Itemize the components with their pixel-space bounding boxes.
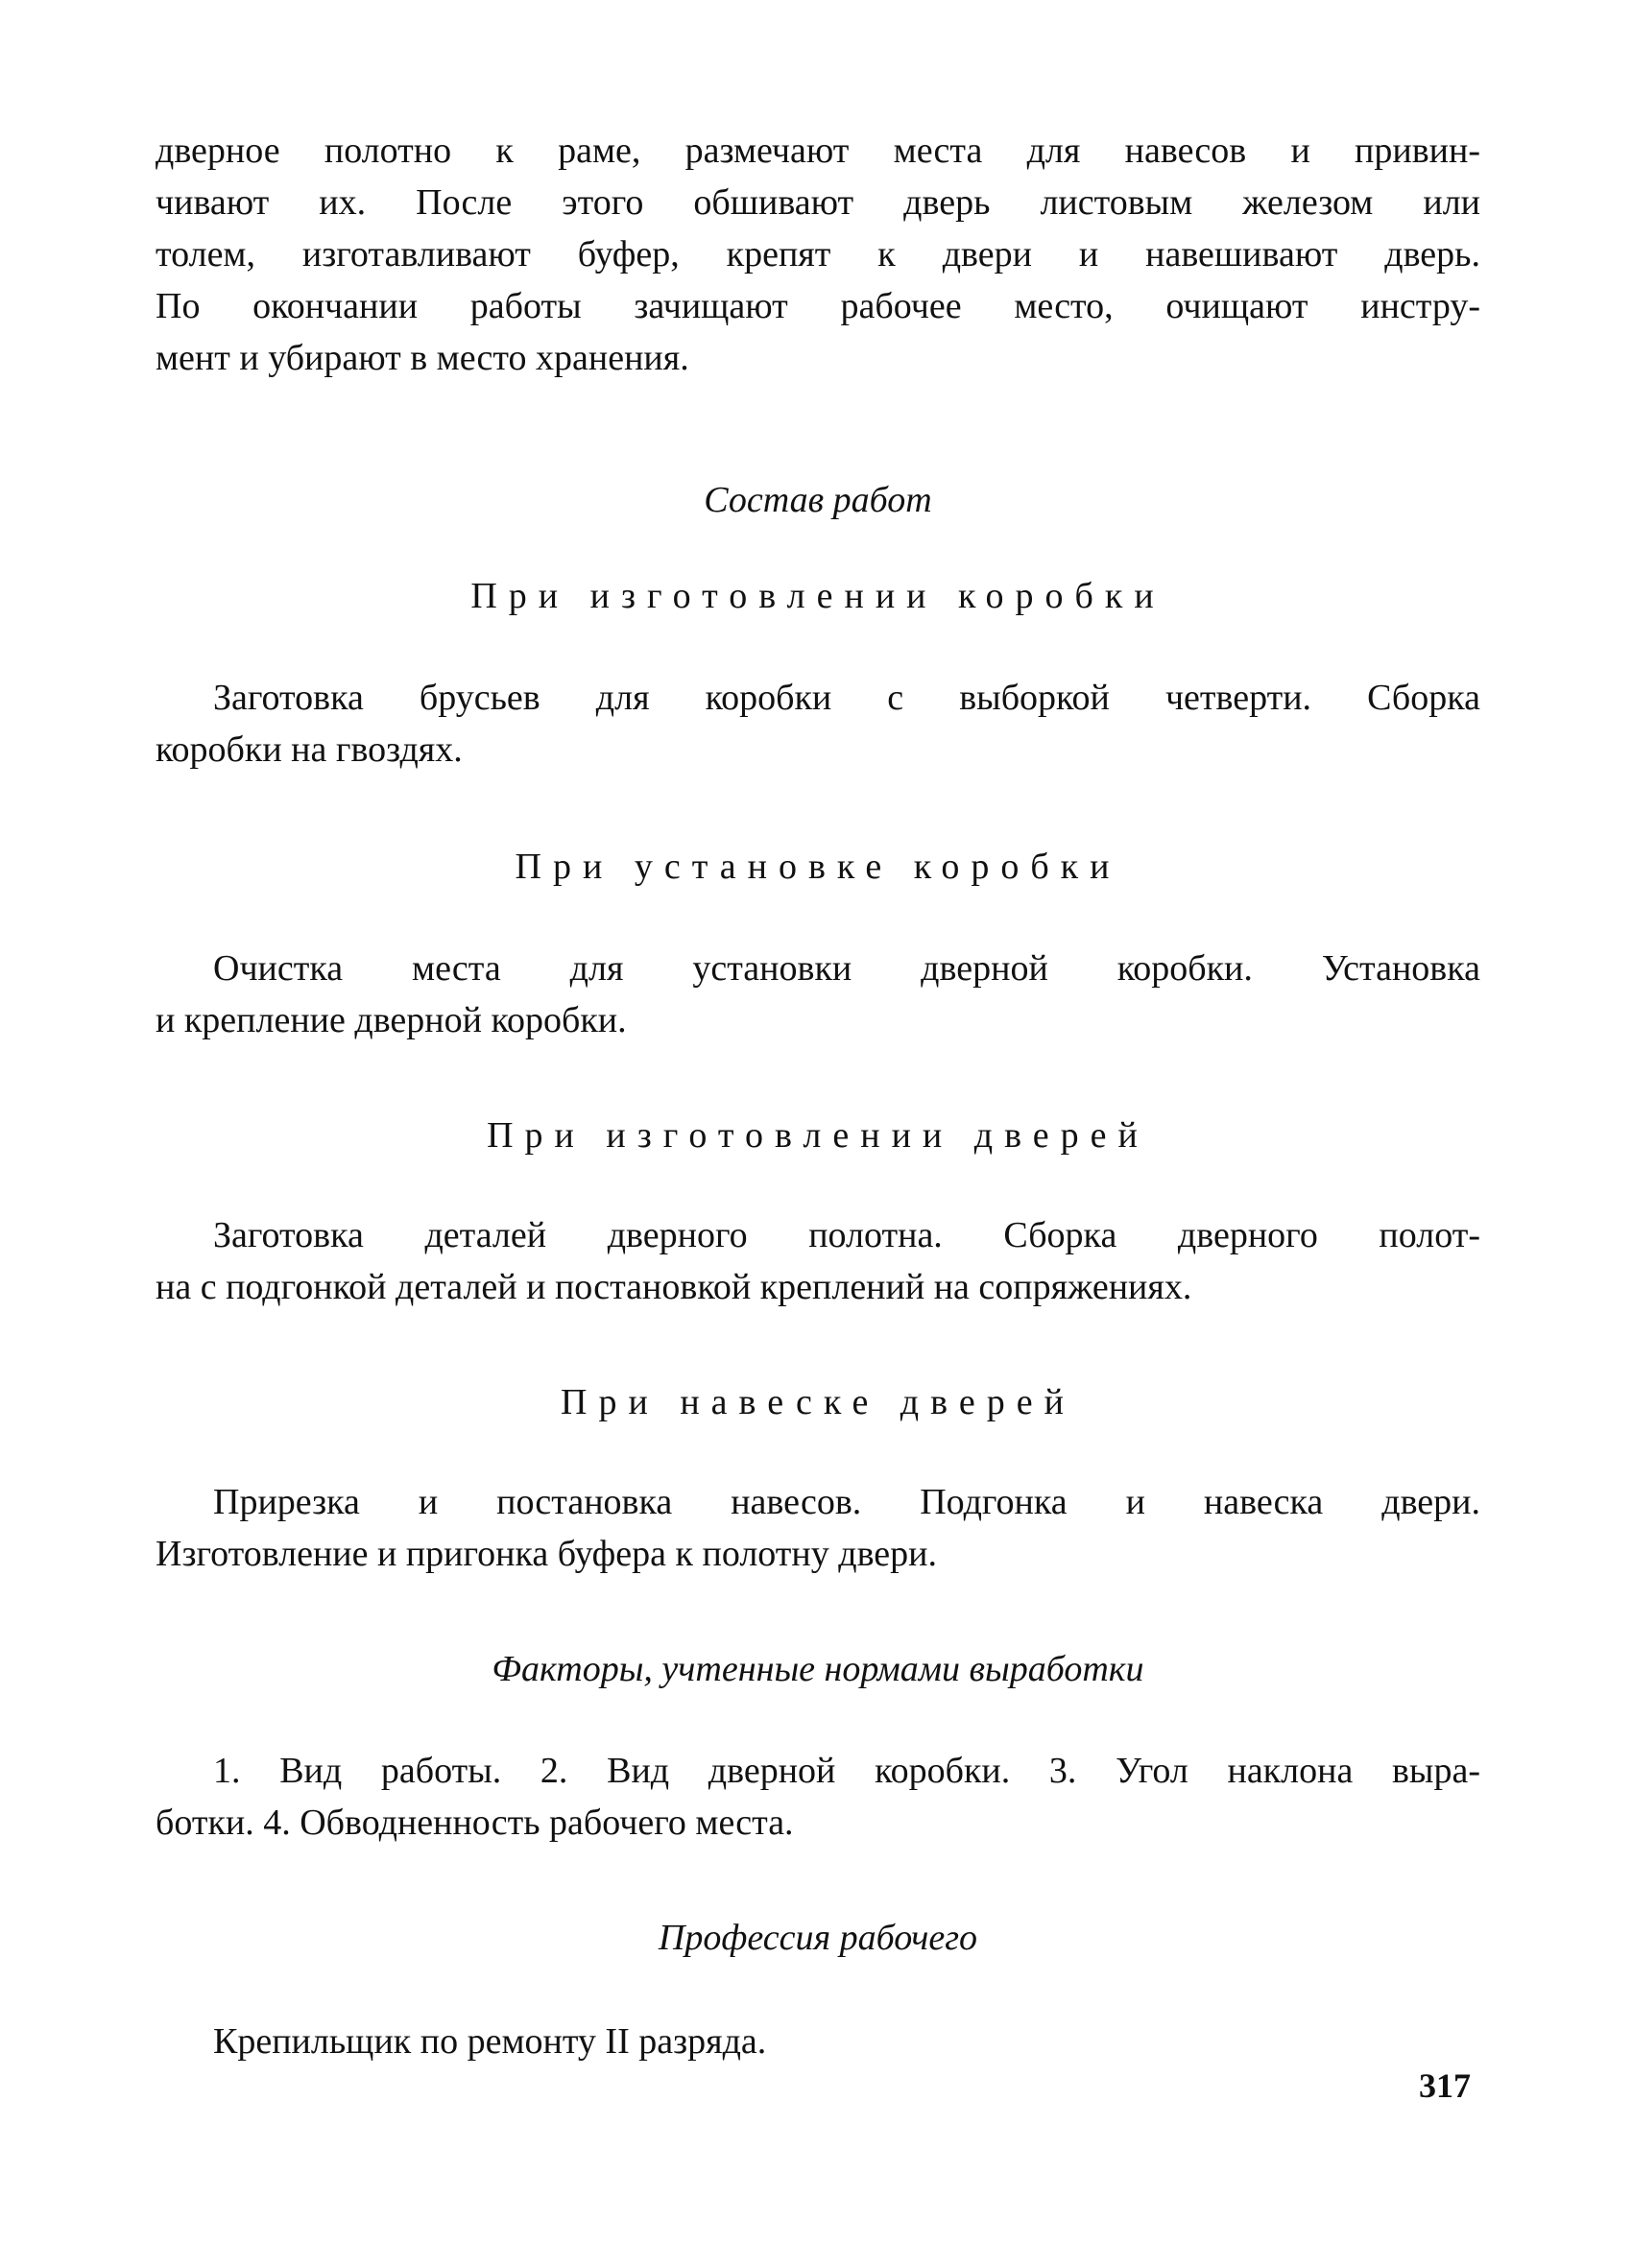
- text-line: По окончании работы зачищают рабочее место, очищают инстру-: [156, 286, 1480, 326]
- page-number: 317: [1419, 2066, 1471, 2105]
- profession-heading: Профессия рабочего: [658, 1918, 978, 1958]
- box-making-paragraph: [156, 672, 1480, 776]
- text-line: Изготовление и пригонка буфера к полотну двери.: [156, 1534, 937, 1574]
- factors-heading: Факторы, учтенные нормами выработки: [492, 1649, 1144, 1689]
- text-line: Прирезка и постановка навесов. Подгонка и навеска двери.: [213, 1482, 1480, 1522]
- text-line: ботки. 4. Обводненность рабочего места.: [156, 1802, 794, 1843]
- text-line: Крепильщик по ремонту II разряда.: [213, 2021, 767, 2062]
- text-line: Заготовка деталей дверного полотна. Сборка дверного полот-: [213, 1215, 1480, 1255]
- door-making-heading: При изготовлении дверей: [487, 1115, 1149, 1156]
- profession-paragraph: [156, 2016, 1480, 2067]
- text-line: Заготовка брусьев для коробки с выборкой четверти. Сборка: [213, 678, 1480, 718]
- text-line: Очистка места для установки дверной коробки. Установка: [213, 948, 1480, 989]
- text-line: на с подгонкой деталей и постановкой креплений на сопряжениях.: [156, 1267, 1192, 1307]
- page-content: [156, 125, 1480, 2067]
- text-line: коробки на гвоздях.: [156, 729, 463, 770]
- factors-paragraph: [156, 1745, 1480, 1849]
- composition-heading: Состав работ: [704, 480, 932, 520]
- text-line: 1. Вид работы. 2. Вид дверной коробки. 3. Угол наклона выра-: [213, 1751, 1480, 1791]
- text-line: и крепление дверной коробки.: [156, 1000, 627, 1040]
- text-line: толем, изготавливают буфер, крепят к двери и навешивают дверь.: [156, 234, 1480, 275]
- box-install-paragraph: [156, 943, 1480, 1046]
- box-making-heading: При изготовлении коробки: [470, 576, 1165, 616]
- box-install-heading: При установке коробки: [515, 847, 1121, 887]
- door-hanging-paragraph: [156, 1476, 1480, 1580]
- intro-paragraph: [156, 125, 1480, 384]
- text-line: мент и убирают в место хранения.: [156, 338, 689, 378]
- door-hanging-heading: При навеске дверей: [561, 1382, 1075, 1422]
- text-line: чивают их. После этого обшивают дверь листовым железом или: [156, 182, 1480, 223]
- door-making-paragraph: [156, 1209, 1480, 1313]
- text-line: дверное полотно к раме, размечают места для навесов и привин-: [156, 131, 1480, 171]
